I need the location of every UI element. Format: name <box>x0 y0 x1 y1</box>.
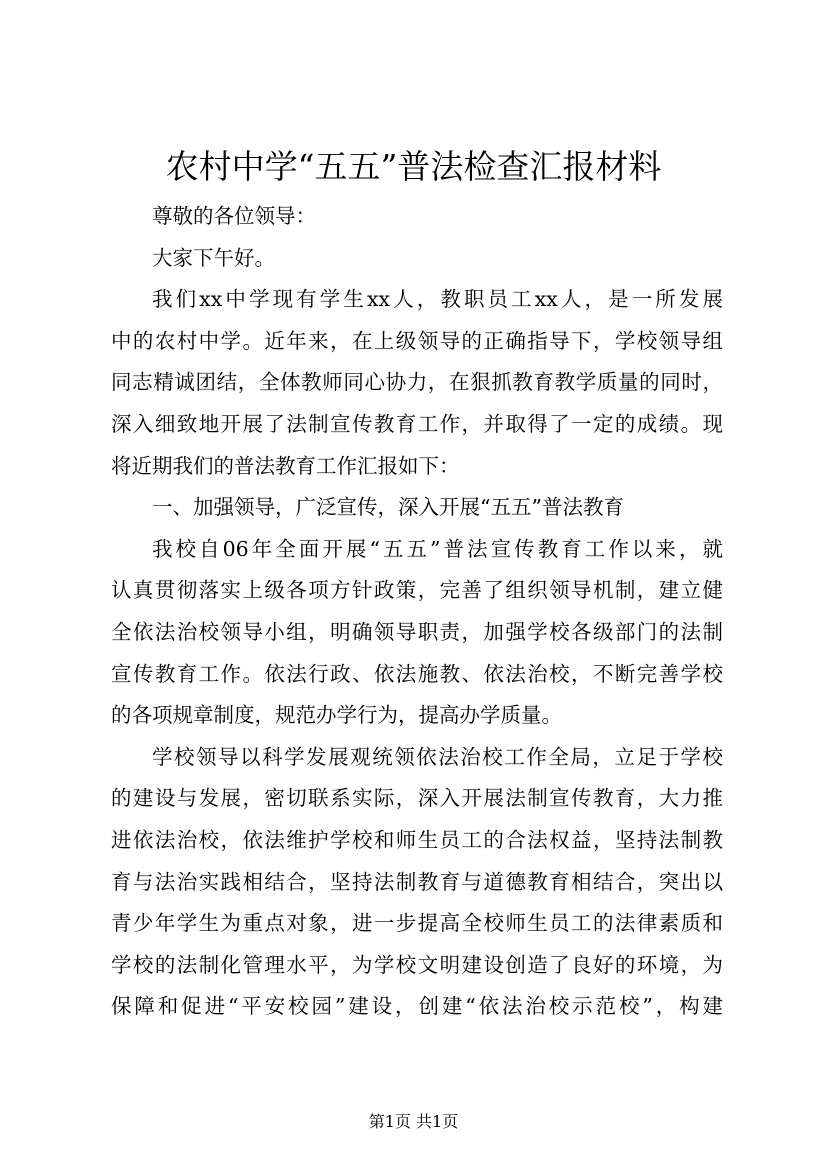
document-body <box>111 196 723 1028</box>
paragraph-line: 的各项规章制度，规范办学行为，提高办学质量。 <box>111 703 562 728</box>
paragraph-line: 中的农村中学。近年来，在上级领导的正确指导下，学校领导组 <box>111 328 723 353</box>
greeting: 大家下午好。 <box>152 245 275 270</box>
paragraph-line: 将近期我们的普法教育工作汇报如下： <box>111 453 460 478</box>
page-footer: 第1页 共1页 <box>368 1112 459 1131</box>
document-title: 农村中学“五五”普法检查汇报材料 <box>165 147 662 186</box>
paragraph-line: 深入细致地开展了法制宣传教育工作，并取得了一定的成绩。现 <box>111 411 723 436</box>
paragraph-line: 宣传教育工作。依法行政、依法施教、依法治校，不断完善学校 <box>111 661 723 686</box>
paragraph-line: 的建设与发展，密切联系实际，深入开展法制宣传教育，大力推 <box>111 786 723 811</box>
paragraph-line: 学校领导以科学发展观统领依法治校工作全局，立足于学校 <box>152 744 723 769</box>
paragraph-line: 全依法治校领导小组，明确领导职责，加强学校各级部门的法制 <box>111 619 723 644</box>
paragraph-line: 育与法治实践相结合，坚持法制教育与道德教育相结合，突出以 <box>111 869 723 894</box>
paragraph-line: 我们xx中学现有学生xx人，教职员工xx人，是一所发展 <box>152 287 723 312</box>
salutation: 尊敬的各位领导： <box>152 204 316 228</box>
paragraph-line: 同志精诚团结，全体教师同心协力，在狠抓教育教学质量的同时， <box>111 370 723 395</box>
paragraph-line: 学校的法制化管理水平，为学校文明建设创造了良好的环境，为 <box>111 952 723 977</box>
paragraph-line: 我校自06年全面开展“五五”普法宣传教育工作以来，就 <box>152 536 723 561</box>
paragraph-line: 青少年学生为重点对象，进一步提高全校师生员工的法律素质和 <box>111 911 723 936</box>
paragraph-line: 保障和促进“平安校园”建设，创建“依法治校示范校”，构建 <box>111 994 723 1019</box>
section-heading: 一、加强领导，广泛宣传，深入开展“五五”普法教育 <box>152 495 624 520</box>
paragraph-line: 进依法治校，依法维护学校和师生员工的合法权益，坚持法制教 <box>111 827 723 852</box>
paragraph-line: 认真贯彻落实上级各项方针政策，完善了组织领导机制，建立健 <box>111 578 723 603</box>
